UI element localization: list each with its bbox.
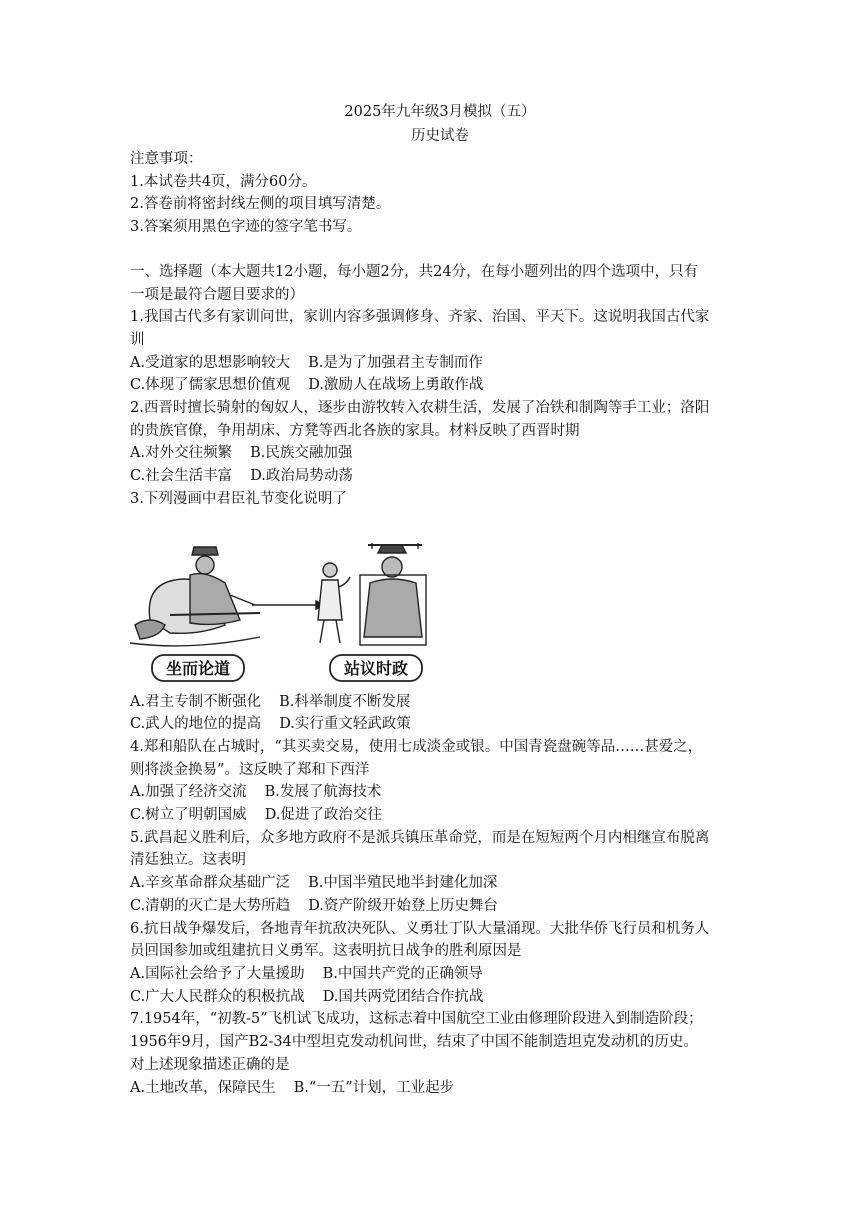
comic-label-left: 坐而论道 [165,658,231,678]
option-d: D.促进了政治交往 [264,807,382,824]
question-stem: 7.1954年，“初教-5”飞机试飞成功，这标志着中国航空工业由修理阶段进入到制造阶段； [130,1011,703,1028]
option-a: A.加强了经济交流 [130,784,247,801]
option-c: C.广大人民群众的积极抗战 [130,988,305,1005]
option-c: C.清朝的灭亡是大势所趋 [130,897,291,914]
question-stem: 4.郑和船队在占城时，“其买卖交易，使用七成淡金或银。中国青瓷盘碗等品……甚爱之， [130,738,703,755]
section-heading: 一、选择题（本大题共12小题，每小题2分，共24分，在每小题列出的四个选项中，只有 [130,263,699,280]
question-4 [130,736,750,827]
option-b: B.科举制度不断发展 [279,693,411,710]
option-d: D.政治局势动荡 [250,468,353,485]
option-d: D.激励人在战场上勇敢作战 [308,377,484,394]
question-stem: 对上述现象描述正确的是 [130,1056,290,1073]
option-b: B.中国共产党的正确领导 [322,965,483,982]
arrow-icon [252,601,324,609]
question-3 [130,488,750,736]
question-stem: 1.我国古代多有家训问世，家训内容多强调修身、齐家、治国、平天下。这说明我国古代家 [130,309,710,326]
standing-scene [318,543,426,645]
option-b: B.“一五”计划，工业起步 [293,1079,455,1096]
question-5 [130,827,750,918]
option-c: C.武人的地位的提高 [130,716,262,733]
comic-label-right: 站议时政 [343,658,409,678]
comic-drawing [130,525,430,685]
option-a: A.君主专制不断强化 [130,693,262,710]
option-b: B.是为了加强君主专制而作 [308,354,483,371]
question-stem: 员回国参加或组建抗日义勇军。这表明抗日战争的胜利原因是 [130,943,522,960]
option-c: C.体现了儒家思想价值观 [130,377,291,394]
question-7 [130,1008,750,1099]
exam-page [130,100,750,1099]
option-a: A.辛亥革命群众基础广泛 [130,875,291,892]
exam-title: 2025年九年级3月模拟（五） [344,104,536,120]
exam-subtitle: 历史试卷 [411,128,469,144]
question-stem: 6.抗日战争爆发后，各地青年抗敌决死队、义勇壮丁队大量涌现。大批华侨飞行员和机务人 [130,920,710,937]
option-d: D.国共两党团结合作抗战 [322,988,484,1005]
notes-heading: 注意事项： [130,151,203,167]
question-stem: 则将淡金换易”。这反映了郑和下西洋 [130,761,370,778]
question-stem: 清廷独立。这表明 [130,852,246,869]
question-stem: 3.下列漫画中君臣礼节变化说明了 [130,490,347,507]
option-b: B.中国半殖民地半封建化加深 [308,875,498,892]
question-stem: 2.西晋时擅长骑射的匈奴人，逐步由游牧转入农耕生活，发展了冶铁和制陶等手工业；洛阳 [130,400,710,417]
question-stem: 训 [130,331,145,348]
option-b: B.民族交融加强 [250,445,353,462]
option-b: B.发展了航海技术 [264,784,382,801]
comic-illustration [130,525,430,685]
option-a: A.国际社会给予了大量援助 [130,965,305,982]
note-item: 3.答案须用黑色字迹的签字笔书写。 [130,219,362,236]
section-heading-cont: 一项是最符合题目要求的） [130,286,304,303]
option-a: A.受道家的思想影响较大 [130,354,291,371]
note-item: 1.本试卷共4页，满分60分。 [130,173,317,190]
option-d: D.资产阶级开始登上历史舞台 [308,897,498,914]
option-a: A.对外交往频繁 [130,445,233,462]
option-a: A.土地改革，保障民生 [130,1079,276,1096]
option-c: C.树立了明朝国威 [130,807,247,824]
question-2 [130,397,750,488]
question-1 [130,306,750,397]
question-stem: 1956年9月，国产B2-34中型坦克发动机问世，结束了中国不能制造坦克发动机的历史。 [130,1034,698,1051]
question-stem: 5.武昌起义胜利后，众多地方政府不是派兵镇压革命党，而是在短短两个月内相继宣布脱离 [130,829,710,846]
question-6 [130,918,750,1009]
option-d: D.实行重文轻武政策 [279,716,411,733]
option-c: C.社会生活丰富 [130,468,233,485]
seated-scene [130,547,260,646]
note-item: 2.答卷前将密封线左侧的项目填写清楚。 [130,196,391,213]
question-stem: 的贵族官僚，争用胡床、方凳等西北各族的家具。材料反映了西晋时期 [130,422,580,439]
